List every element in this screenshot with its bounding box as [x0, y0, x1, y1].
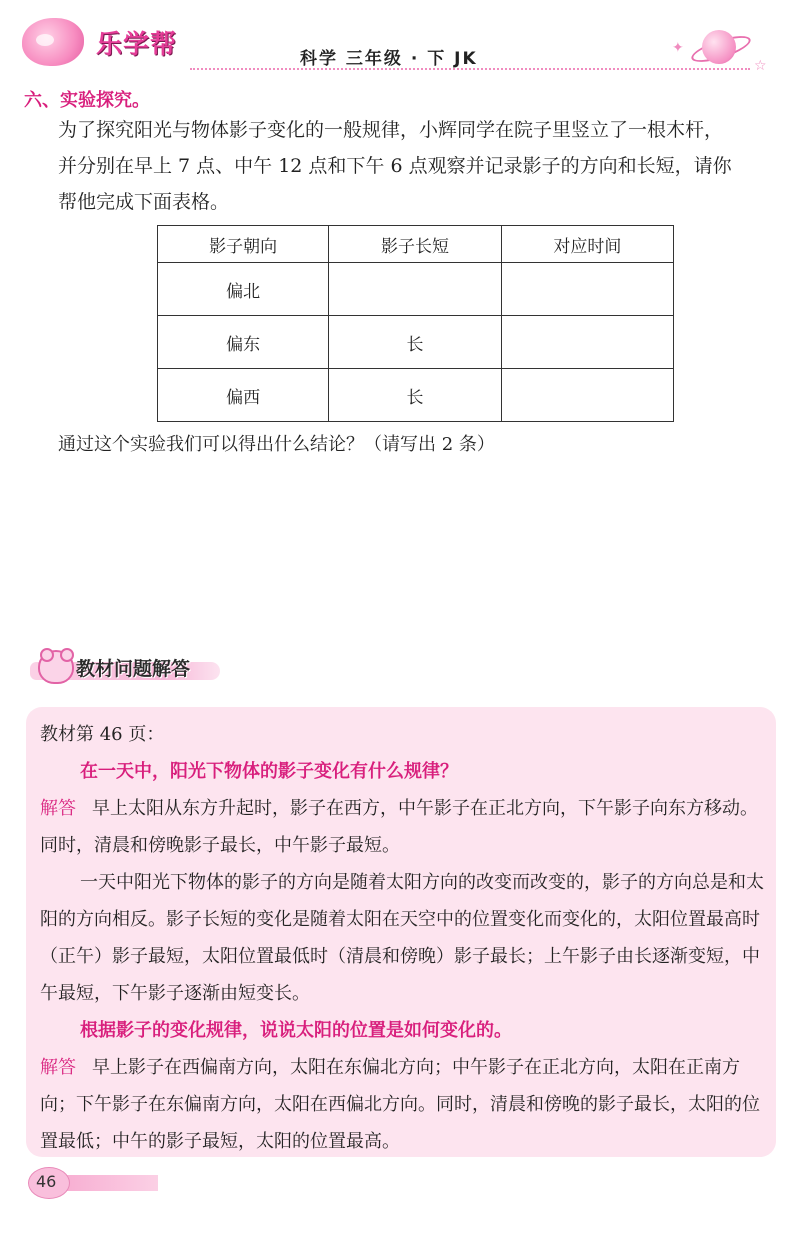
planet-icon	[702, 30, 736, 64]
textbook-banner	[30, 650, 220, 686]
observation-table	[157, 225, 674, 422]
brand-title: 乐学帮	[96, 30, 178, 60]
experiment-intro	[58, 112, 778, 220]
star-icon: ✦	[672, 40, 684, 56]
mascot-logo-icon	[22, 18, 84, 66]
intro-line: 为了探究阳光与物体影子变化的一般规律，小辉同学在院子里竖立了一根木杆，	[58, 119, 724, 141]
table-header-row	[158, 226, 674, 263]
table-row	[158, 369, 674, 422]
table-cell: 偏西	[158, 369, 329, 422]
answer-label: 解答	[40, 1057, 76, 1078]
answer-paragraph	[40, 790, 765, 864]
column-header: 对应时间	[501, 226, 673, 263]
section-title: 六、实验探究。	[24, 90, 150, 111]
page-reference: 教材第 46 页：	[40, 724, 165, 745]
table-cell[interactable]	[501, 316, 673, 369]
answer-label: 解答	[40, 798, 76, 819]
answer-paragraph	[40, 1049, 765, 1160]
column-header: 影子长短	[329, 226, 501, 263]
page-header	[0, 0, 800, 75]
table-cell: 长	[329, 316, 501, 369]
question-heading: 在一天中，阳光下物体的影子变化有什么规律？	[80, 761, 458, 782]
answer-text: 早上影子在西偏南方向，太阳在东偏北方向；中午影子在正北方向，太阳在正南方向；下午影子在东偏南方向，太阳在西偏北方向。同时，清晨和傍晚的影子最长，太阳的位置最低；中午的影子最短，太阳的位置最高。	[40, 1057, 760, 1152]
header-divider	[190, 68, 750, 70]
answer-text: 早上太阳从东方升起时，影子在西方，中午影子在正北方向，下午影子向东方移动。同时，清晨和傍晚影子最长，中午影子最短。	[40, 798, 758, 856]
table-cell: 长	[329, 369, 501, 422]
table-cell[interactable]	[501, 369, 673, 422]
conclusion-question: 通过这个实验我们可以得出什么结论？（请写出 2 条）	[58, 434, 495, 455]
page-number-badge	[28, 1167, 158, 1197]
bear-ear-icon	[40, 648, 54, 662]
table-cell[interactable]	[501, 263, 673, 316]
table-row	[158, 263, 674, 316]
bear-mascot-icon	[38, 650, 74, 684]
answer-content	[40, 716, 765, 1160]
table-cell: 偏北	[158, 263, 329, 316]
star-icon: ☆	[754, 58, 767, 74]
table-row	[158, 316, 674, 369]
page-number: 46	[36, 1172, 57, 1191]
intro-line: 并分别在早上 7 点、中午 12 点和下午 6 点观察并记录影子的方向和长短，请你	[58, 155, 732, 177]
bear-ear-icon	[60, 648, 74, 662]
banner-title: 教材问题解答	[76, 658, 191, 680]
table-cell[interactable]	[329, 263, 501, 316]
column-header: 影子朝向	[158, 226, 329, 263]
table-cell: 偏东	[158, 316, 329, 369]
subject-title: 科学 三年级 · 下 JK	[300, 49, 478, 69]
intro-line: 帮他完成下面表格。	[58, 191, 230, 213]
question-heading: 根据影子的变化规律，说说太阳的位置是如何变化的。	[80, 1020, 512, 1041]
answer-paragraph: 一天中阳光下物体的影子的方向是随着太阳方向的改变而改变的，影子的方向总是和太阳的方向相反。影子长短的变化是随着太阳在天空中的位置变化而变化的，太阳位置最高时（正午）影子最短，太阳位置最低时（清晨和傍晚）影子最长；上午影子由长逐渐变短，中午最短，下午影子逐渐由短变长。	[40, 872, 764, 1004]
